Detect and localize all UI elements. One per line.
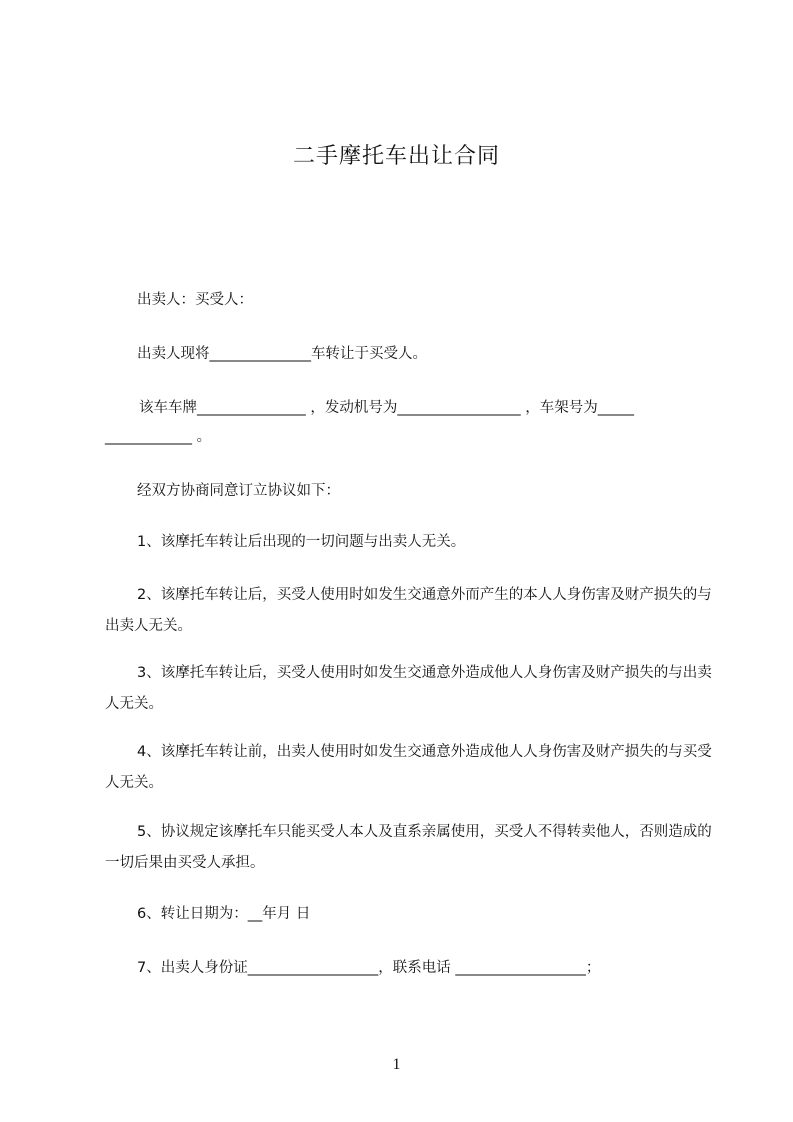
clause-6: 6、转让日期为：__年月 日 [137, 906, 311, 922]
clause-5: 5、协议规定该摩托车只能买受人本人及直系亲属使用，买受人不得转卖他人，否则造成的一切后果由买受人承担。 [105, 824, 712, 871]
clause-7: 7、出卖人身份证__________________，联系电话 __________________； [137, 960, 601, 976]
clause-3: 3、该摩托车转让后，买受人使用时如发生交通意外造成他人人身伤害及财产损失的与出卖人无关。 [105, 665, 712, 712]
page-number: 1 [392, 1056, 401, 1073]
contract-title: 二手摩托车出让合同 [292, 144, 500, 169]
clause-1: 1、该摩托车转让后出现的一切问题与出卖人无关。 [137, 534, 466, 550]
clause-4: 4、该摩托车转让前，出卖人使用时如发生交通意外造成他人人身伤害及财产损失的与买受人无关。 [105, 744, 712, 791]
agreement-intro: 经双方协商同意订立协议如下： [137, 483, 340, 499]
parties-line: 出卖人：买受人： [137, 292, 253, 308]
transfer-line: 出卖人现将______________车转让于买受人。 [137, 346, 427, 362]
plate-engine-frame-line-1: 该车车牌_______________ ，发动机号为_________________ ，车架号为_____ [139, 400, 634, 416]
plate-engine-frame-line-2: ____________ 。 [105, 429, 212, 445]
clause-2: 2、该摩托车转让后，买受人使用时如发生交通意外而产生的本人人身伤害及财产损失的与出卖人无关。 [105, 587, 712, 634]
